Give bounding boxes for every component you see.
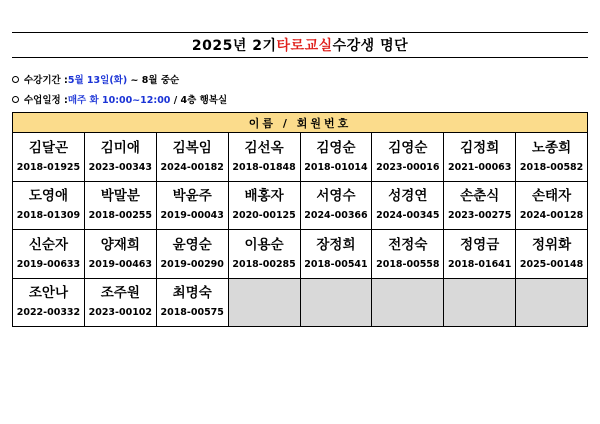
bullet-circle-icon [12,76,19,83]
student-name: 조주원 [100,285,140,302]
title-prefix: 2025년 2기 [191,38,277,54]
student-name: 배홍자 [244,188,284,205]
student-name: 김달곤 [28,139,68,156]
student-cell [516,181,588,230]
student-cell [228,181,300,230]
student-name: 손춘식 [460,188,500,205]
member-number: 2018-00285 [232,258,296,270]
student-cell [84,133,156,182]
student-cell [13,133,85,182]
member-number: 2022-00332 [16,307,81,319]
student-name: 전정숙 [388,236,428,253]
student-name: 김미애 [100,139,140,156]
student-name: 성경연 [388,188,428,205]
title-suffix: 수강생 명단 [332,38,409,54]
member-number: 2020-00125 [232,210,296,222]
student-name: 정영금 [460,236,500,253]
empty-cell [228,278,300,327]
bullet-circle-icon [12,96,19,103]
student-name: 김복임 [172,139,212,156]
student-name: 노종희 [532,139,572,156]
member-number: 2018-00582 [519,161,584,173]
student-cell [156,133,228,182]
student-name: 최명숙 [172,285,212,302]
student-name: 도영애 [28,188,68,205]
student-cell [372,181,444,230]
member-number: 2018-01014 [304,161,368,173]
student-cell [444,230,516,279]
schedule-label: 수업일정 : [24,95,68,106]
student-cell [84,278,156,327]
student-name: 윤영순 [172,236,212,253]
period-tail: ~ 8월 중순 [127,75,180,86]
student-name: 정위화 [532,236,572,253]
member-number: 2019-00043 [160,210,224,222]
member-number: 2023-00016 [376,161,440,173]
student-cell [84,230,156,279]
student-roster-table [12,112,588,327]
student-name: 박윤주 [172,188,212,205]
period-label: 수강기간 : [24,75,68,86]
course-period-line [12,72,179,86]
student-cell [156,230,228,279]
student-name: 손태자 [532,188,572,205]
title-highlight: 타로교실 [276,38,333,54]
member-number: 2023-00275 [447,210,512,222]
member-number: 2018-01848 [232,161,296,173]
empty-cell [444,278,516,327]
member-number: 2025-00148 [519,258,584,270]
student-cell [13,278,85,327]
table-row [13,133,588,182]
member-number: 2018-00575 [160,307,224,319]
roster-body [13,133,588,327]
student-cell [372,230,444,279]
member-number: 2019-00633 [16,258,81,270]
member-number: 2018-00558 [376,258,440,270]
member-number: 2024-00128 [519,210,584,222]
student-name: 김선옥 [244,139,284,156]
table-row [13,230,588,279]
member-number: 2018-00541 [304,258,368,270]
student-cell [300,230,372,279]
student-name: 신순자 [28,236,68,253]
student-cell [228,133,300,182]
member-number: 2018-00255 [88,210,153,222]
student-cell [516,230,588,279]
student-name: 김영순 [388,139,428,156]
member-number: 2018-01641 [447,258,512,270]
student-name: 김영순 [316,139,356,156]
class-schedule-line [12,92,227,106]
student-cell [372,133,444,182]
student-cell [156,278,228,327]
member-number: 2024-00182 [160,161,224,173]
student-name: 서영수 [316,188,356,205]
student-cell [228,230,300,279]
member-number: 2023-00343 [88,161,153,173]
student-name: 장정희 [316,236,356,253]
student-cell [13,230,85,279]
student-name: 양재희 [100,236,140,253]
empty-cell [300,278,372,327]
member-number: 2018-01309 [16,210,81,222]
table-row [13,181,588,230]
student-name: 이용순 [244,236,284,253]
member-number: 2023-00102 [88,307,153,319]
student-cell [156,181,228,230]
member-number: 2021-00063 [447,161,512,173]
table-row [13,278,588,327]
period-value: 5월 13일(화) [67,75,128,86]
student-cell [84,181,156,230]
student-name: 조안나 [28,285,68,302]
student-cell [300,133,372,182]
empty-cell [372,278,444,327]
roster-header: 이름 / 회원번호 [13,113,588,133]
schedule-value: 매주 화 10:00~12:00 [67,95,171,106]
student-cell [300,181,372,230]
student-cell [444,181,516,230]
member-number: 2018-01925 [16,161,81,173]
member-number: 2019-00290 [160,258,224,270]
student-name: 김정희 [460,139,500,156]
student-cell [516,133,588,182]
student-cell [13,181,85,230]
student-name: 박말분 [100,188,140,205]
member-number: 2024-00345 [376,210,440,222]
empty-cell [516,278,588,327]
member-number: 2024-00366 [304,210,368,222]
page-title [12,32,588,58]
schedule-tail: / 4층 행복실 [170,95,228,106]
member-number: 2019-00463 [88,258,153,270]
student-cell [444,133,516,182]
